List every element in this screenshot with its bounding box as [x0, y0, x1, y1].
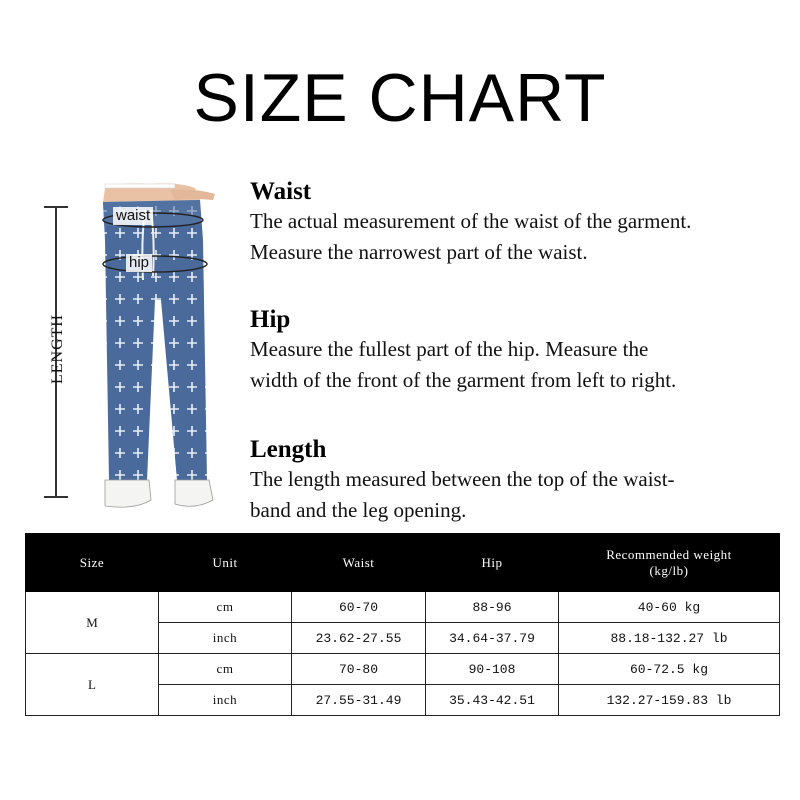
definition-heading: Waist	[250, 178, 312, 205]
cell-hip: 88-96	[426, 592, 559, 623]
length-measure-cap-bottom	[44, 496, 68, 498]
definition-line: The actual measurement of the waist of the garment.	[250, 209, 692, 233]
cell-weight: 40-60 kg	[559, 592, 780, 623]
hip-tag: hip	[126, 254, 152, 272]
cell-hip: 90-108	[426, 654, 559, 685]
length-measure-cap-top	[44, 206, 68, 208]
cell-weight: 132.27-159.83 lb	[559, 685, 780, 716]
arm-shape	[170, 190, 215, 201]
header-weight-line2: (kg/lb)	[649, 562, 689, 578]
pants-illustration	[75, 180, 220, 520]
right-shoe-shape	[175, 480, 213, 506]
cell-unit: cm	[159, 654, 292, 685]
page-title: SIZE CHART	[193, 60, 607, 136]
size-table	[25, 533, 780, 716]
table-header-row	[26, 534, 780, 592]
definition-line: band and the leg opening.	[250, 498, 467, 522]
length-label: LENGTH	[49, 314, 66, 384]
cell-hip: 34.64-37.79	[426, 623, 559, 654]
header-weight-line1: Recommended weight	[606, 546, 732, 562]
definition-line: width of the front of the garment from left to right.	[250, 368, 677, 392]
header-hip: Hip	[426, 534, 559, 592]
definition-line: Measure the narrowest part of the waist.	[250, 240, 588, 264]
cell-unit: cm	[159, 592, 292, 623]
header-weight	[559, 534, 780, 592]
definition-waist	[250, 178, 790, 268]
cell-waist: 60-70	[292, 592, 426, 623]
size-table-wrapper	[25, 533, 779, 716]
crop-top-shape	[105, 184, 175, 188]
left-shoe-shape	[105, 480, 151, 507]
definition-hip	[250, 306, 790, 396]
pants-shape	[103, 200, 207, 480]
cell-waist: 23.62-27.55	[292, 623, 426, 654]
cell-size: L	[26, 654, 159, 716]
cell-waist: 27.55-31.49	[292, 685, 426, 716]
definition-line: The length measured between the top of the waist-	[250, 467, 675, 491]
definition-heading: Hip	[250, 306, 291, 333]
table-row	[26, 592, 780, 623]
definition-line: Measure the fullest part of the hip. Measure the	[250, 337, 649, 361]
cell-size: M	[26, 592, 159, 654]
cell-waist: 70-80	[292, 654, 426, 685]
pants-figure	[20, 180, 220, 520]
cell-unit: inch	[159, 623, 292, 654]
header-waist: Waist	[292, 534, 426, 592]
header-size: Size	[26, 534, 159, 592]
cell-weight: 60-72.5 kg	[559, 654, 780, 685]
cell-hip: 35.43-42.51	[426, 685, 559, 716]
table-row	[26, 654, 780, 685]
cell-weight: 88.18-132.27 lb	[559, 623, 780, 654]
waist-tag: waist	[113, 207, 153, 225]
definition-heading: Length	[250, 436, 327, 463]
definition-length	[250, 436, 790, 526]
header-unit: Unit	[159, 534, 292, 592]
cell-unit: inch	[159, 685, 292, 716]
